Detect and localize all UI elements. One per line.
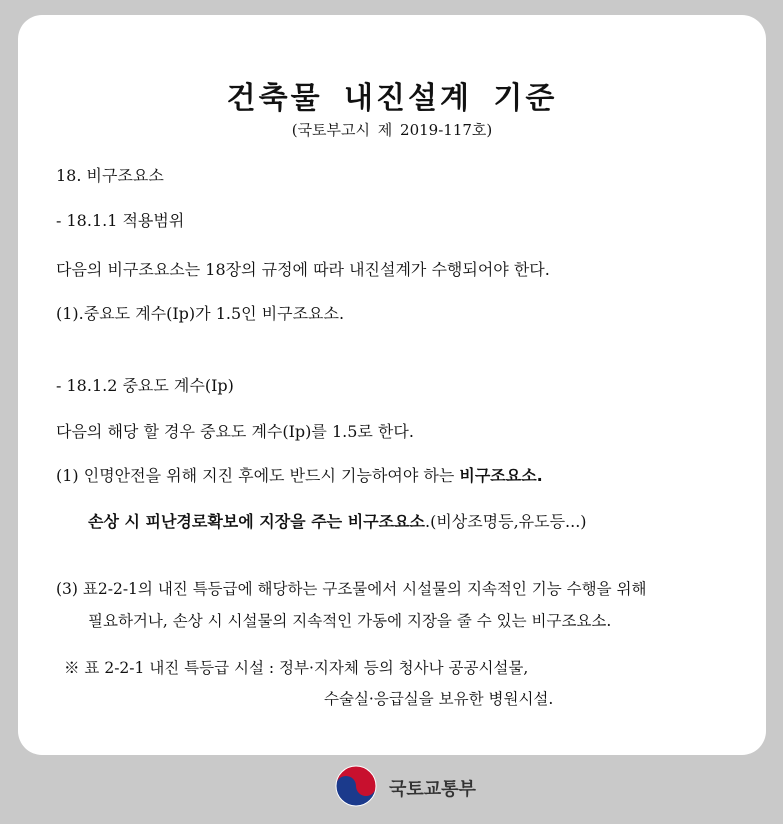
document-title: 건축물 내진설계 기준: [226, 81, 558, 116]
subsection-2-title: - 18.1.2 중요도 계수(Ip): [56, 376, 234, 395]
item-2-bold: 손상 시 피난경로확보에 지장을 주는 비구조요소: [88, 512, 425, 531]
document-card: [18, 15, 766, 755]
item-1-bold: 비구조요소.: [459, 466, 543, 485]
ministry-name: 국토교통부: [389, 779, 476, 800]
item-3-line-2: 필요하거나, 손상 시 시설물의 지속적인 가동에 지장을 줄 수 있는 비구조요소.: [88, 612, 612, 630]
subsection-2-text: 다음의 해당 할 경우 중요도 계수(Ip)를 1.5로 한다.: [56, 422, 414, 441]
item-2-text: .(비상조명등,유도등...): [424, 512, 587, 531]
subsection-1-item: (1).중요도 계수(Ip)가 1.5인 비구조요소.: [56, 304, 345, 323]
item-1: [56, 463, 543, 486]
note-line-1: ※ 표 2-2-1 내진 특등급 시설 : 정부·지자체 등의 청사나 공공시설물,: [64, 659, 529, 677]
taegeuk-logo-icon: [333, 763, 379, 813]
section-heading: 18. 비구조요소: [56, 166, 164, 185]
ministry-footer: [333, 766, 476, 810]
subsection-1-title: - 18.1.1 적용범위: [56, 211, 185, 230]
item-3-line-1: (3) 표2-2-1의 내진 특등급에 해당하는 구조물에서 시설물의 지속적인 기능 수행을 위해: [56, 580, 647, 598]
document-subtitle: (국토부고시 제 2019-117호): [291, 121, 493, 139]
item-1-text: (1) 인명안전을 위해 지진 후에도 반드시 기능하여야 하는: [56, 466, 460, 485]
note-line-2: 수술실·응급실을 보유한 병원시설.: [324, 690, 554, 708]
item-2: [88, 509, 587, 532]
subsection-1-text: 다음의 비구조요소는 18장의 규정에 따라 내진설계가 수행되어야 한다.: [56, 260, 550, 279]
